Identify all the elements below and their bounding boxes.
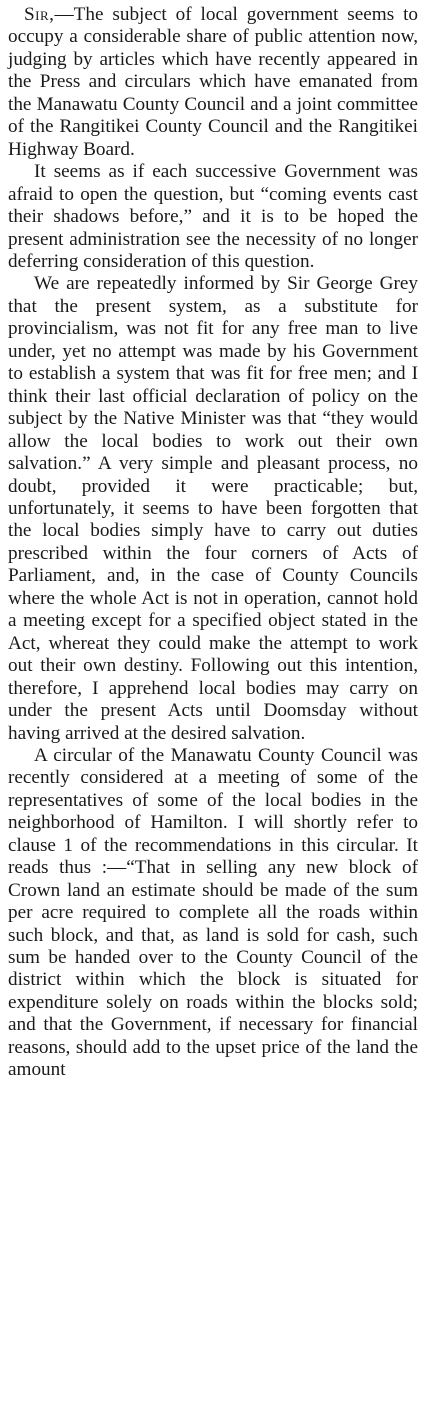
- paragraph-1-text: —The subject of local government seems to occupy a considerable share of public attention now, judging by articles which have recently appeared in the Press and circulars which have emanated from the Manawatu County Council and a joint committee of the Rangitikei County Council and the Rangitikei Highway Board.: [8, 4, 418, 160]
- article-column: [8, 4, 418, 1082]
- article-paragraph-3: We are repeatedly informed by Sir George Grey that the present system, as a substitute for provincialism, was not fit for any free man to live under, yet no attempt was made by his Government to establish a system that was fit for free men; and I think their last official declaration of policy on the subject by the Native Minister was that “they would allow the local bodies to work out their own salvation.” A very simple and pleasant process, no doubt, provided it were practicable; but, unfortunately, it seems to have been forgotten that the local bodies simply have to carry out duties prescribed within the four corners of Acts of Parliament, and, in the case of County Councils where the whole Act is not in operation, cannot hold a meeting except for a specified object stated in the Act, whereat they could make the attempt to work out their own destiny. Following out this intention, therefore, I apprehend local bodies may carry on under the present Acts until Doomsday without having arrived at the desired salvation.: [8, 273, 418, 744]
- article-paragraph-4: A circular of the Manawatu County Council was recently considered at a meeting of some of the representatives of some of the local bodies in the neighborhood of Hamilton. I will shortly refer to clause 1 of the recommendations in this circular. It reads thus :—“That in selling any new block of Crown land an estimate should be made of the sum per acre required to complete all the roads within such block, and that, as land is sold for cash, such sum be handed over to the County Council of the district within which the block is situated for expenditure solely on roads within the blocks sold; and that the Government, if necessary for financial reasons, should add to the upset price of the land the amount: [8, 744, 418, 1081]
- salutation: Sir,: [24, 4, 55, 25]
- article-paragraph-1: [8, 4, 418, 161]
- article-paragraph-2: It seems as if each successive Government was afraid to open the question, but “coming events cast their shadows before,” and it is to be hoped the present administration see the necessity of no longer deferring consideration of this question.: [8, 161, 418, 272]
